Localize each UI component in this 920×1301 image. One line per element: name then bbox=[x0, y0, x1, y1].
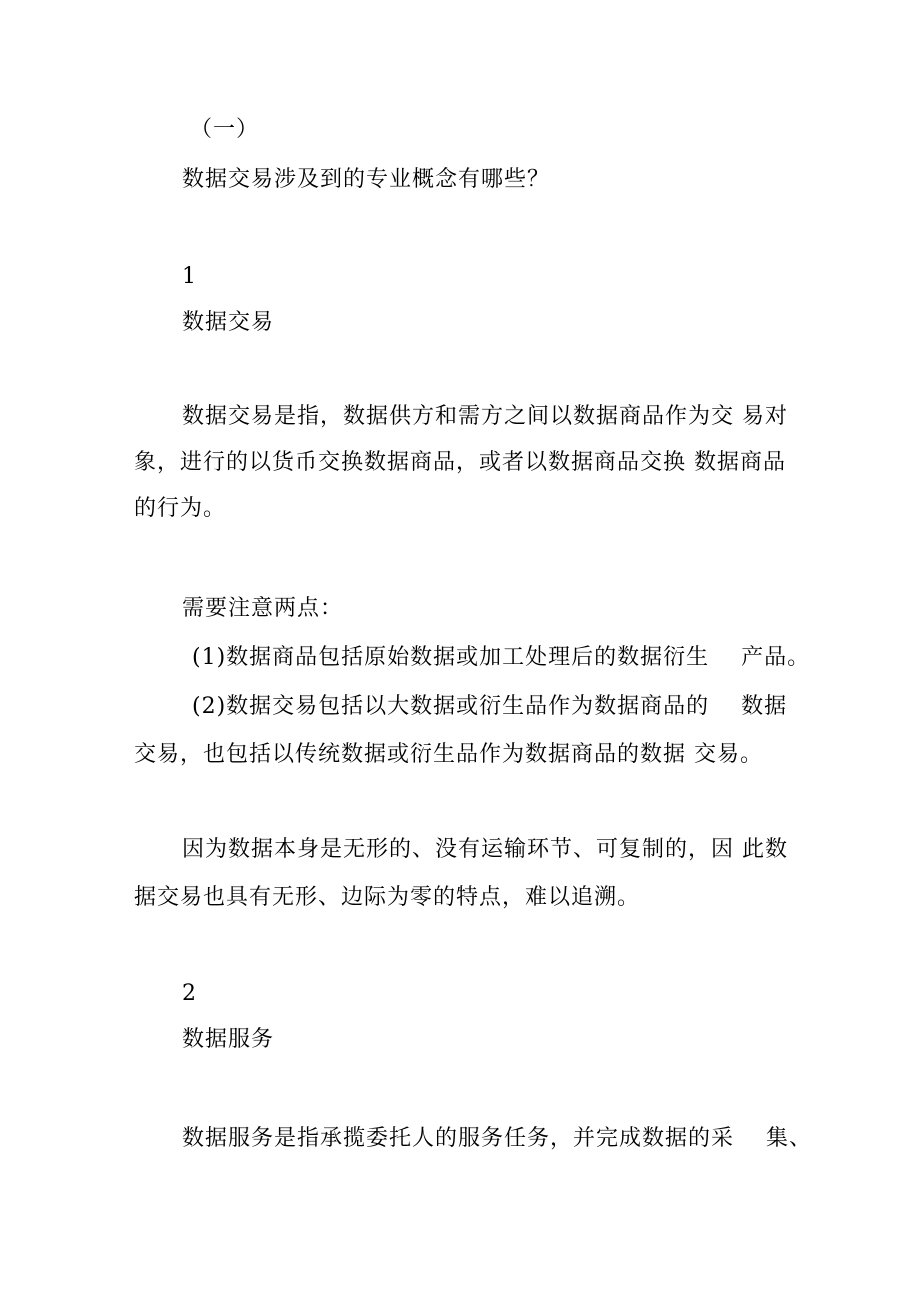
item-1-definition-line-1: 数据交易是指，数据供方和需方之间以数据商品作为交 易对 bbox=[182, 404, 788, 429]
item-2-heading: 数据服务 bbox=[182, 1027, 275, 1052]
item-1-definition-line-3: 的行为。 bbox=[134, 496, 227, 521]
item-1-notes-intro: 需要注意两点： bbox=[182, 596, 344, 621]
item-1-conclusion-line-1: 因为数据本身是无形的、没有运输环节、可复制的，因 此数 bbox=[182, 837, 788, 862]
item-1-note-2-line-2: 交易，也包括以传统数据或衍生品作为数据商品的数据 交易。 bbox=[134, 742, 763, 767]
item-1-note-1: (1)数据商品包括原始数据或加工处理后的数据衍生 产品。 bbox=[192, 645, 811, 670]
item-1-number: 1 bbox=[182, 264, 197, 289]
item-2-definition-line-1: 数据服务是指承揽委托人的服务任务，并完成数据的采 集、 bbox=[182, 1126, 812, 1151]
section-marker: （一） bbox=[190, 117, 260, 142]
item-1-note-2-line-1: (2)数据交易包括以大数据或衍生品作为数据商品的 数据 bbox=[192, 694, 788, 719]
item-2-number: 2 bbox=[182, 981, 197, 1006]
item-1-conclusion-line-2: 据交易也具有无形、边际为零的特点，难以追溯。 bbox=[134, 885, 641, 910]
item-1-definition-line-2: 象，进行的以货币交换数据商品，或者以数据商品交换 数据商品 bbox=[134, 450, 786, 475]
section-question: 数据交易涉及到的专业概念有哪些？ bbox=[182, 167, 551, 192]
item-1-heading: 数据交易 bbox=[182, 310, 275, 335]
